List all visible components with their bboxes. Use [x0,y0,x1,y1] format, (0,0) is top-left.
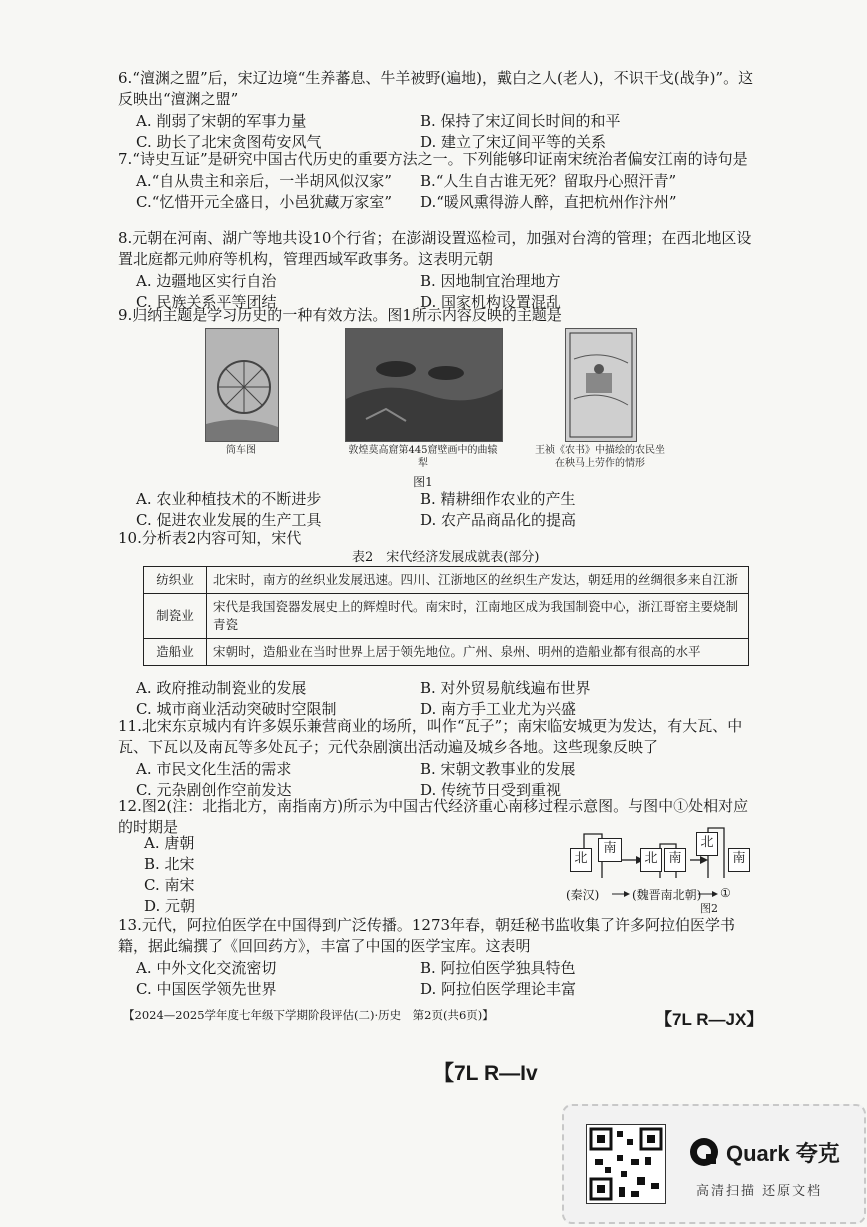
option-a: A. 唐朝 [144,834,195,852]
question-9-options [118,488,758,530]
table-cell-key: 造船业 [144,639,207,666]
option-b: B. 精耕细作农业的产生 [420,490,576,508]
question-7 [118,149,758,212]
caption-yangma: 王祯《农书》中描绘的农民坐在秧马上劳作的情形 [535,445,665,469]
option-b: B. 宋朝文教事业的发展 [420,760,576,778]
option-b: B. 保持了宋辽间长时间的和平 [420,112,621,130]
question-stem: 11.北宋东京城内有许多娱乐兼营商业的场所，叫作“瓦子”；南宋临安城更为发达，有大瓦、中瓦、下瓦以及南瓦等多处瓦子；元代杂剧演出活动遍及城乡各地。这些现象反映了 [118,717,743,756]
caption-mural: 敦煌莫高窟第445窟壁画中的曲辕犁 [348,445,498,469]
option-d: D.“暖风熏得游人醉，直把杭州作汴州” [420,193,677,211]
table-cell-value: 北宋时，南方的丝织业发展迅速。四川、江浙地区的丝织生产发达，朝廷用的丝绸很多来自江浙 [207,567,749,594]
question-9 [118,305,758,326]
south-box: 南 [728,848,750,872]
quark-slogan: 高清扫描 还原文档 [696,1184,823,1199]
question-stem: 6.“澶渊之盟”后，宋辽边境“生养蕃息、牛羊被野(遍地)，戴白之人(老人)，不识干戈(战争)”。这反映出“澶渊之盟” [118,69,754,108]
table-cell-key: 制瓷业 [144,594,207,639]
quark-watermark [562,1104,866,1224]
option-a: A. 边疆地区实行自治 [136,272,277,290]
option-d: D. 阿拉伯医学理论丰富 [420,980,577,998]
quark-brand-name: Quark 夸克 [726,1140,840,1166]
question-6 [118,68,758,152]
option-a: A. 市民文化生活的需求 [136,760,292,778]
question-11 [118,716,758,800]
economy-table [143,566,749,666]
figure-label: 图2 [700,902,718,915]
table-row [144,594,749,639]
period-label: (秦汉) [566,888,600,902]
qr-code-icon [586,1124,666,1204]
option-c: C. 南宋 [144,876,195,894]
page-footer: 【2024—2025学年度七年级下学期阶段评估(二)·历史 第2页(共6页)】 [123,1008,494,1022]
south-box: 南 [664,848,686,872]
option-c: C. 促进农业发展的生产工具 [136,511,322,529]
option-d: D. 传统节日受到重视 [420,781,562,799]
waterwheel-image [205,328,279,442]
option-b: B. 阿拉伯医学独具特色 [420,959,576,977]
quark-brand [688,1136,840,1168]
question-stem: 8.元朝在河南、湖广等地共设10个行省；在澎湖设置巡检司，加强对台湾的管理；在西北地区设置北庭都元帅府等机构，管理西域军政事务。这表明元朝 [118,229,752,268]
option-a: A. 中外文化交流密切 [136,959,277,977]
question-8 [118,228,758,312]
north-box: 北 [570,848,592,872]
figure-1 [195,328,665,490]
option-d: D. 元朝 [144,897,196,915]
option-c: C. 城市商业活动突破时空限制 [136,700,337,718]
north-box: 北 [696,832,718,856]
table-cell-value: 宋朝时，造船业在当时世界上居于领先地位。广州、泉州、明州的造船业都有很高的水平 [207,639,749,666]
question-13 [118,915,758,999]
question-stem: 12.图2(注：北指北方，南指南方)所示为中国古代经济重心南移过程示意图。与图中①处相对应的时期是 [118,797,749,836]
table-row [144,567,749,594]
question-stem: 9.归纳主题是学习历史的一种有效方法。图1所示内容反映的主题是 [118,306,562,324]
option-b: B.“人生自古谁无死？留取丹心照汗青” [420,172,677,190]
option-c: C. 助长了北宋贪图苟安风气 [136,133,322,151]
table-cell-value: 宋代是我国瓷器发展史上的辉煌时代。南宋时，江南地区成为我国制瓷中心，浙江哥窑主要烧制青瓷 [207,594,749,639]
option-c: C.“忆惜开元全盛日，小邑犹藏万家室” [136,193,393,211]
option-c: C. 中国医学领先世界 [136,980,277,998]
option-d: D. 农产品商品化的提高 [420,511,577,529]
option-a: A. 农业种植技术的不断进步 [136,490,322,508]
caption-waterwheel: 筒车图 [226,445,256,456]
period-label: (魏晋南北朝) [632,888,702,902]
edition-code: 【7L R—JX】 [655,1010,764,1029]
option-b: B. 北宋 [144,855,195,873]
period-label: ① [720,886,731,900]
table-row [144,639,749,666]
option-b: B. 因地制宜治理地方 [420,272,561,290]
question-stem: 7.“诗史互证”是研究中国古代历史的重要方法之一。下列能够印证南宋统治者偏安江南的诗句是 [118,150,748,168]
option-c: C. 民族关系平等团结 [136,293,277,311]
option-a: A. 削弱了宋朝的军事力量 [136,112,307,130]
option-d: D. 建立了宋辽间平等的关系 [420,133,607,151]
option-d: D. 南方手工业尤为兴盛 [420,700,577,718]
option-b: B. 对外贸易航线遍布世界 [420,679,591,697]
edition-code-stamp: 【7L R—Iv [433,1062,538,1085]
north-box: 北 [640,848,662,872]
option-c: C. 元杂剧创作空前发达 [136,781,292,799]
option-a: A. 政府推动制瓷业的发展 [136,679,307,697]
figure-label: 图1 [413,475,433,489]
quark-logo-icon [688,1136,720,1168]
question-stem: 10.分析表2内容可知，宋代 [118,529,302,547]
yangma-image [565,328,637,442]
question-stem: 13.元代，阿拉伯医学在中国得到广泛传播。1273年春，朝廷秘书监收集了许多阿拉伯医学书籍，据此编撰了《回回药方》，丰富了中国的医学宝库。这表明 [118,916,736,955]
figure-2 [562,820,762,915]
option-a: A.“自从贵主和亲后，一半胡风似汉家” [136,172,392,190]
question-10-options [118,677,758,719]
table-caption: 表2 宋代经济发展成就表(部分) [352,550,540,565]
table-cell-key: 纺织业 [144,567,207,594]
mogao-mural-image [345,328,503,442]
south-box: 南 [598,838,622,862]
question-12-options [118,833,318,917]
option-d: D. 国家机构设置混乱 [420,293,562,311]
